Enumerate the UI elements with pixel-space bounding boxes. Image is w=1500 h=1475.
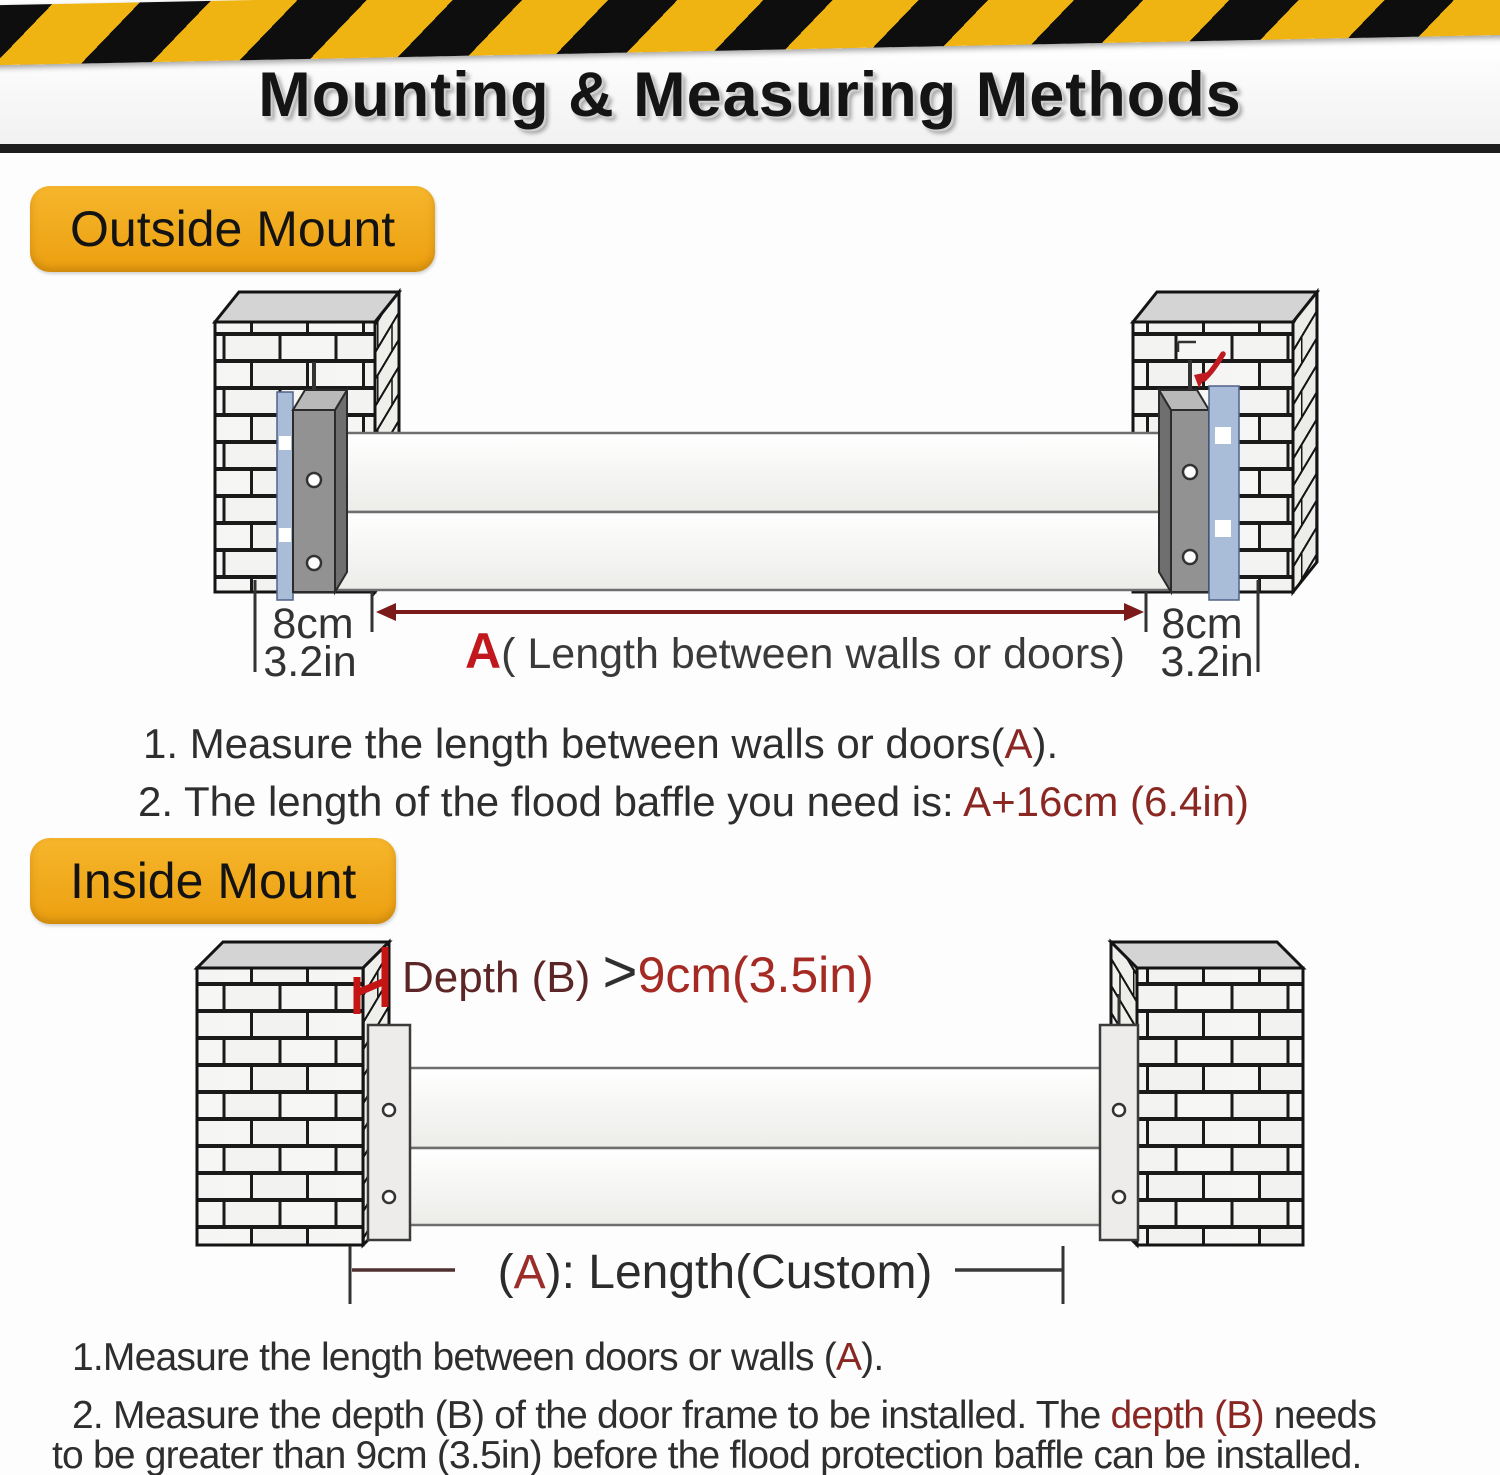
left-offset-cm: 8cm xyxy=(272,600,354,648)
inside-step-2: 2. Measure the depth (B) of the door frame to be installed. The depth (B) needs xyxy=(72,1394,1377,1437)
outside-mount-diagram xyxy=(0,280,1500,710)
right-offset-in: 3.2in xyxy=(1160,638,1254,686)
flood-barrier-panels xyxy=(335,433,1172,590)
screw-hole xyxy=(307,473,321,487)
outside-mount-badge: Outside Mount xyxy=(30,186,435,272)
inside-step-2-cont: to be greater than 9cm (3.5in) before the flood protection baffle can be installed. xyxy=(52,1434,1362,1475)
depth-label: Depth (B) >9cm(3.5in) xyxy=(402,938,874,1005)
dimension-annotations xyxy=(255,580,1258,686)
seal-strip-right xyxy=(1209,386,1239,600)
screw-hole xyxy=(307,556,321,570)
title-band xyxy=(0,46,1500,153)
length-dimension xyxy=(350,1246,1063,1304)
span-length-label: A( Length between walls or doors) xyxy=(465,623,1125,679)
left-offset-in: 3.2in xyxy=(263,638,357,686)
length-label: (A): Length(Custom) xyxy=(497,1246,933,1299)
screw-hole xyxy=(383,1104,395,1116)
outside-step-1: 1. Measure the length between walls or doors(A). xyxy=(143,720,1059,767)
inside-mount-badge: Inside Mount xyxy=(30,838,396,924)
mounting-bracket-left xyxy=(368,1025,410,1240)
mounting-bracket-left xyxy=(293,362,347,592)
right-brick-pillar xyxy=(1111,942,1303,1245)
dimension-arrow xyxy=(376,603,1144,621)
mounting-bracket-right xyxy=(1100,994,1138,1240)
screw-hole xyxy=(383,1191,395,1203)
seal-strip-left xyxy=(277,392,293,600)
screw-hole xyxy=(1113,1191,1125,1203)
right-offset-cm: 8cm xyxy=(1161,600,1243,648)
inside-step-1: 1.Measure the length between doors or walls (A). xyxy=(72,1336,884,1379)
page-title: Mounting & Measuring Methods xyxy=(258,60,1242,130)
flood-barrier-panels xyxy=(408,1068,1102,1225)
inside-mount-diagram xyxy=(0,930,1500,1330)
outside-step-2: 2. The length of the flood baffle you need is: A+16cm (6.4in) xyxy=(138,778,1250,825)
screw-hole xyxy=(1183,465,1197,479)
screw-hole xyxy=(1183,550,1197,564)
screw-hole xyxy=(1113,1104,1125,1116)
